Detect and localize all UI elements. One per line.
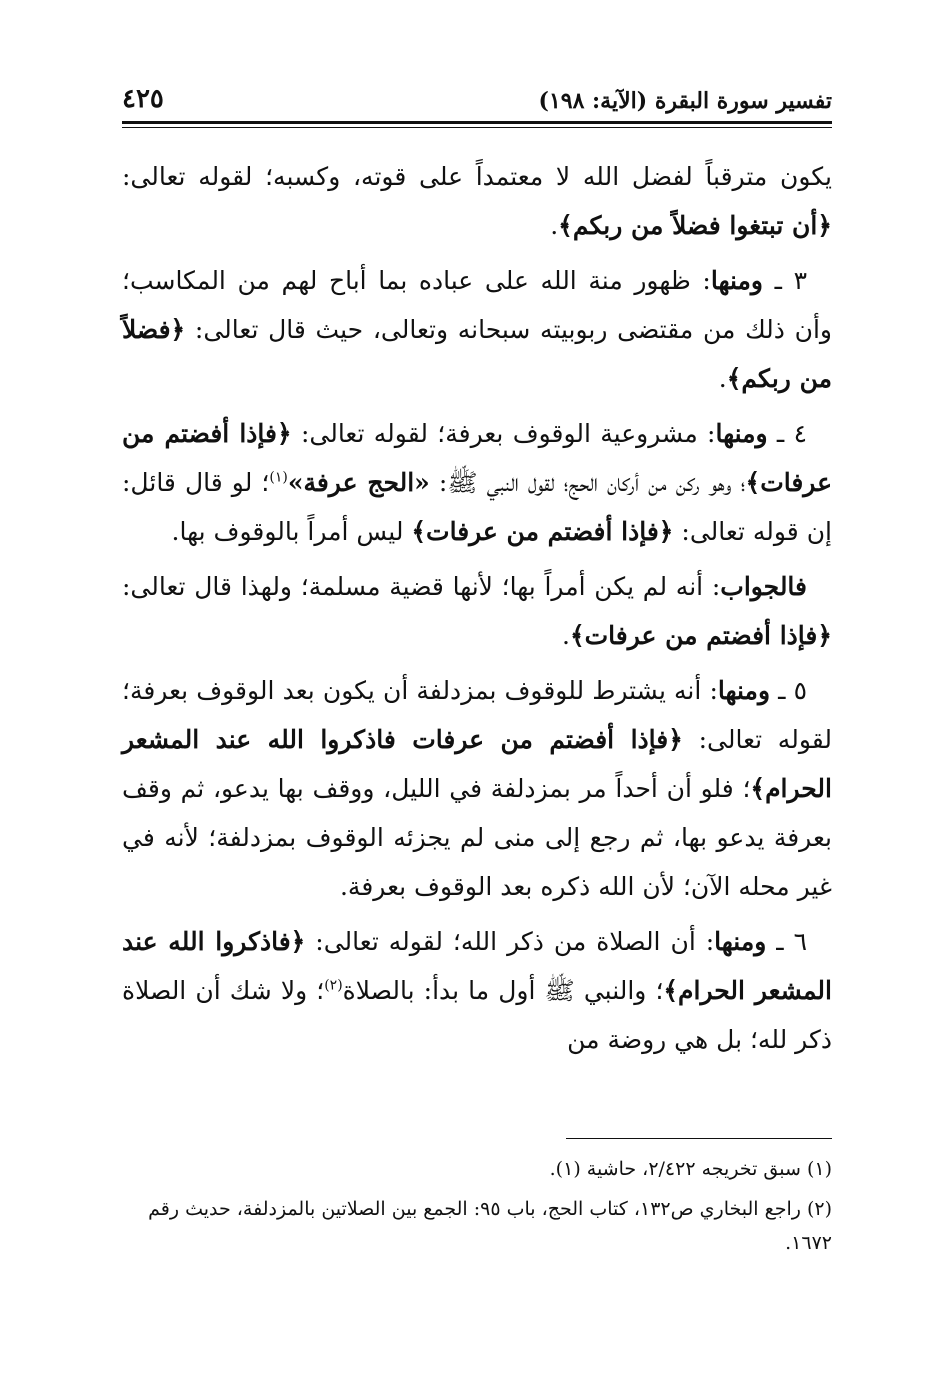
paragraph-text: : أنه لم يكن أمراً بها؛ لأنها قضية مسلمة؛ ولهذا قال تعالى:	[122, 572, 721, 601]
footnote-separator	[566, 1138, 832, 1139]
punctuation: .	[550, 211, 559, 240]
paragraph-text: : أنه يشترط للوقوف بمزدلفة أن يكون بعد الوقوف بعرفة؛ لقوله تعالى:	[122, 676, 832, 754]
paragraph-text: : ظهور منة الله على عباده بما أباح لهم من المكاسب؛ وأن ذلك من مقتضى ربوبيته سبحانه وتعالى، حيث قال تعالى:	[122, 266, 832, 344]
quran-verse: ﴿فإذا أفضتم من عرفات فاذكروا الله عند المشعر الحرام﴾	[122, 725, 832, 803]
footnotes	[122, 1152, 832, 1266]
paragraph-text: ؛ وهو ركن من أركان الحج؛ لقول النبي ﷺ:	[429, 468, 746, 497]
quran-verse: ﴿فاذكروا الله عند المشعر الحرام﴾	[122, 927, 832, 1005]
punctuation: .	[718, 364, 727, 393]
paragraph-3	[122, 409, 832, 556]
page-header	[122, 84, 832, 120]
page-number: ٤٢٥	[122, 84, 164, 114]
lead-word: فالجواب	[720, 572, 807, 601]
header-rule-thin	[122, 127, 832, 128]
paragraph-text: ؛ ولا شك أن الصلاة ذكر لله؛ بل هي روضة من	[122, 976, 832, 1054]
quran-verse: ﴿فإذا أفضتم من عرفات﴾	[411, 517, 674, 546]
item-number: ٥ ـ	[770, 676, 808, 705]
quran-verse: ﴿فإذا أفضتم من عرفات﴾	[569, 621, 832, 650]
paragraph-6	[122, 917, 832, 1064]
running-title: تفسير سورة البقرة (الآية: ١٩٨)	[538, 88, 832, 114]
paragraph-text: : أن الصلاة من ذكر الله؛ لقوله تعالى:	[305, 927, 715, 956]
paragraph-1	[122, 152, 832, 250]
header-rule-thick	[122, 121, 832, 124]
quran-verse: ﴿أن تبتغوا فضلاً من ربكم﴾	[558, 211, 832, 240]
paragraph-text: ؛ لو قال قائل: إن قوله تعالى:	[122, 468, 832, 546]
footnote-marker: (٢)	[324, 977, 343, 994]
quran-verse: ﴿فإذا أفضتم من عرفات﴾	[122, 419, 833, 497]
paragraph-text: : مشروعية الوقوف بعرفة؛ لقوله تعالى:	[291, 419, 716, 448]
lead-word: ومنها	[715, 419, 768, 448]
footnote-2: (٢) راجع البخاري ص١٣٢، كتاب الحج، باب ٩٥: الجمع بين الصلاتين بالمزدلفة، حديث رقم ١٦٧٢.	[148, 1198, 832, 1254]
paragraph-5	[122, 666, 832, 911]
paragraph-4	[122, 562, 832, 660]
hadith-quote: «الحج عرفة»	[287, 468, 430, 497]
paragraph-2	[122, 256, 832, 403]
paragraph-text: يكون مترقباً لفضل الله لا معتمداً على قوته، وكسبه؛ لقوله تعالى:	[122, 162, 832, 191]
quran-verse: ﴿فضلاً من ربكم﴾	[122, 315, 832, 393]
footnote-1: (١) سبق تخريجه ٢/٤٢٢، حاشية (١).	[549, 1158, 832, 1180]
item-number: ٤ ـ	[767, 419, 807, 448]
main-text	[122, 152, 832, 1070]
lead-word: ومنها	[717, 676, 771, 705]
lead-word: ومنها	[710, 266, 763, 295]
punctuation: .	[561, 621, 570, 650]
item-number: ٦ ـ	[766, 927, 807, 956]
footnote-marker: (١)	[269, 469, 288, 486]
paragraph-text: ليس أمراً بالوقوف بها.	[171, 517, 412, 546]
paragraph-text: ؛ فلو أن أحداً مر بمزدلفة في الليل، ووقف بها يدعو، ثم وقف بعرفة يدعو بها، ثم رجع إلى منى لم يجزئه الوقوف بمزدلفة؛ لأنه في غير محله الآن؛ لأن الله ذكره بعد الوقوف بعرفة.	[122, 774, 832, 901]
paragraph-text: ؛ والنبي ﷺ أول ما بدأ: بالصلاة	[342, 976, 664, 1005]
lead-word: ومنها	[714, 927, 767, 956]
item-number: ٣ ـ	[762, 266, 808, 295]
